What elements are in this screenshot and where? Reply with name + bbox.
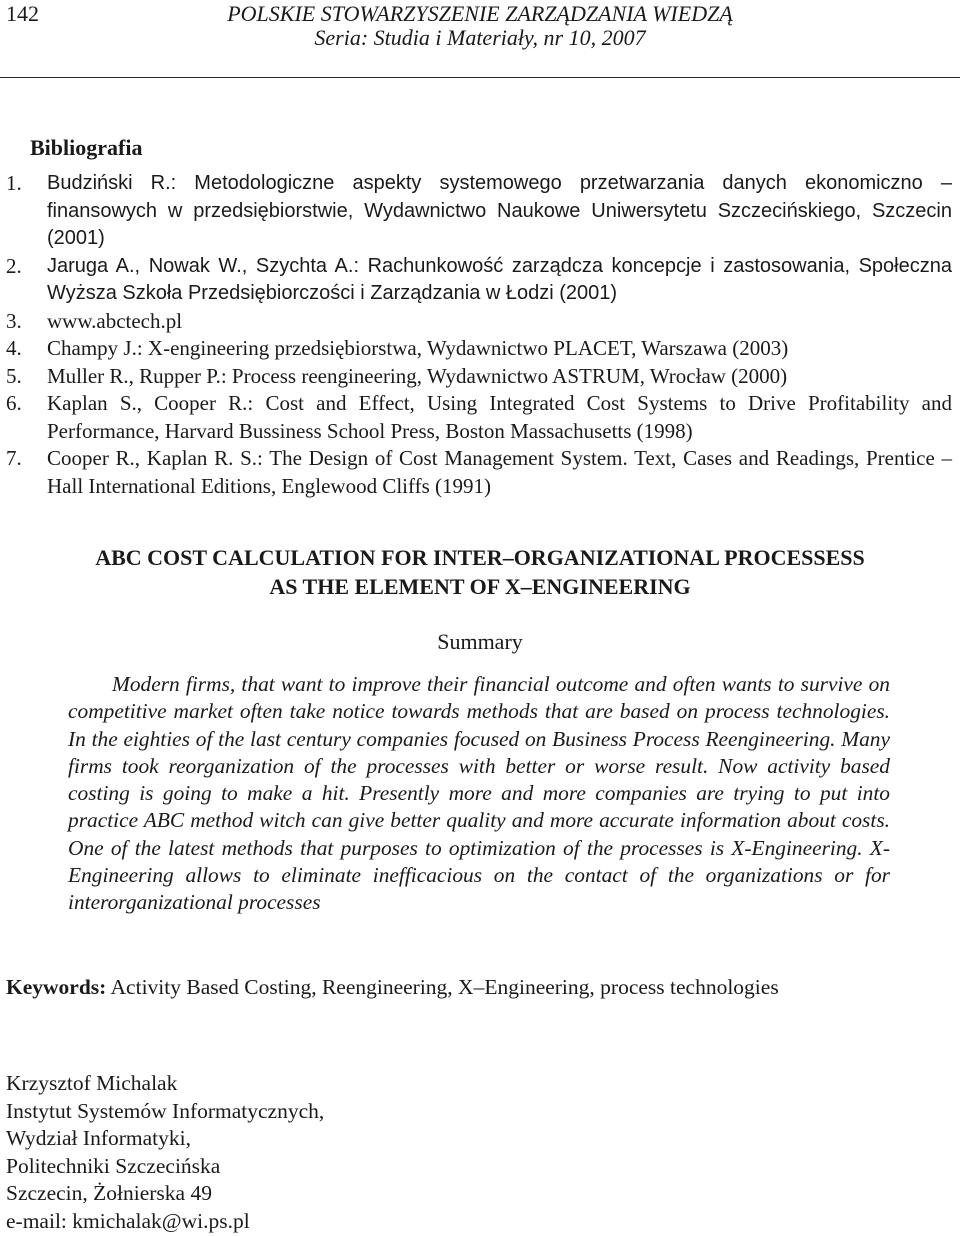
header-divider bbox=[0, 77, 960, 78]
bibliography-item bbox=[0, 363, 960, 391]
author-university: Politechniki Szczecińska bbox=[6, 1153, 221, 1178]
item-number: 2. bbox=[6, 253, 22, 278]
item-text: Budziński R.: Metodologiczne aspekty systemowego przetwarzania danych ekonomiczno – finansowych w przedsiębiorstwie, Wydawnictwo Naukowe Uniwersytetu Szczecińskiego, Szczecin (2001) bbox=[47, 172, 952, 249]
author-block bbox=[6, 1070, 324, 1236]
journal-series: Seria: Studia i Materiały, nr 10, 2007 bbox=[314, 25, 646, 50]
bibliography-item bbox=[0, 390, 960, 445]
page-number: 142 bbox=[6, 1, 39, 26]
keywords-label: Keywords: bbox=[6, 975, 107, 999]
bibliography-item bbox=[0, 335, 960, 363]
article-title-line: AS THE ELEMENT OF X–ENGINEERING bbox=[269, 574, 691, 599]
item-text: www.abctech.pl bbox=[47, 308, 183, 333]
bibliography-item bbox=[0, 170, 960, 253]
author-institute: Instytut Systemów Informatycznych, bbox=[6, 1098, 325, 1123]
bibliography-heading: Bibliografia bbox=[30, 135, 143, 160]
author-faculty: Wydział Informatyki, bbox=[6, 1126, 191, 1151]
item-number: 5. bbox=[6, 363, 22, 388]
item-number: 6. bbox=[6, 391, 22, 415]
item-text: Kaplan S., Cooper R.: Cost and Effect, Using Integrated Cost Systems to Drive Profitability and Performance, Harvard Bussiness School Press, Boston Massachusetts (1998) bbox=[47, 391, 952, 443]
abstract-text: Modern firms, that want to improve their financial outcome and often wants to survive on competitive market often take notice towards methods that are based on process technologies. In the eighties of the last century companies focused on Business Process Reengineering. Many firms took reorganization of the processes with better or worse result. Now activity based costing is going to make a hit. Presently more and more companies are trying to put into practice ABC method witch can give better quality and more accurate information about costs. One of the latest methods that purposes to optimization of the processes is X-Engineering. X-Engineering allows to eliminate inefficacious on the contact of the organizations or for interorganizational processes bbox=[68, 672, 890, 915]
author-email: e-mail: kmichalak@wi.ps.pl bbox=[6, 1208, 250, 1233]
author-name: Krzysztof Michalak bbox=[6, 1071, 178, 1095]
author-address: Szczecin, Żołnierska 49 bbox=[6, 1181, 212, 1206]
bibliography-item bbox=[0, 308, 960, 336]
item-number: 3. bbox=[6, 308, 22, 333]
page-header bbox=[0, 0, 960, 78]
item-text: Muller R., Rupper P.: Process reengineering, Wydawnictwo ASTRUM, Wrocław (2000) bbox=[47, 363, 788, 388]
article-title-line: ABC COST CALCULATION FOR INTER–ORGANIZATIONAL PROCESSESS bbox=[95, 545, 865, 570]
keywords bbox=[6, 973, 946, 1001]
bibliography-item bbox=[0, 253, 960, 308]
keywords-text: Activity Based Costing, Reengineering, X–Engineering, process technologies bbox=[110, 975, 779, 999]
summary-heading: Summary bbox=[437, 629, 523, 654]
bibliography-list bbox=[0, 170, 960, 500]
item-number: 7. bbox=[6, 446, 22, 470]
item-number: 4. bbox=[6, 336, 22, 360]
item-text: Cooper R., Kaplan R. S.: The Design of Cost Management System. Text, Cases and Readings, Prentice – Hall International Editions, Englewood Cliffs (1991) bbox=[47, 446, 952, 498]
article-title bbox=[0, 543, 960, 601]
bibliography-item bbox=[0, 445, 960, 500]
item-text: Jaruga A., Nowak W., Szychta A.: Rachunkowość zarządcza koncepcje i zastosowania, Społeczna Wyższa Szkoła Przedsiębiorczości i Zarządzania w Łodzi (2001) bbox=[47, 254, 952, 304]
item-text: Champy J.: X-engineering przedsiębiorstwa, Wydawnictwo PLACET, Warszawa (2003) bbox=[47, 336, 789, 360]
journal-title: POLSKIE STOWARZYSZENIE ZARZĄDZANIA WIEDZĄ bbox=[227, 1, 733, 26]
item-number: 1. bbox=[6, 171, 22, 195]
